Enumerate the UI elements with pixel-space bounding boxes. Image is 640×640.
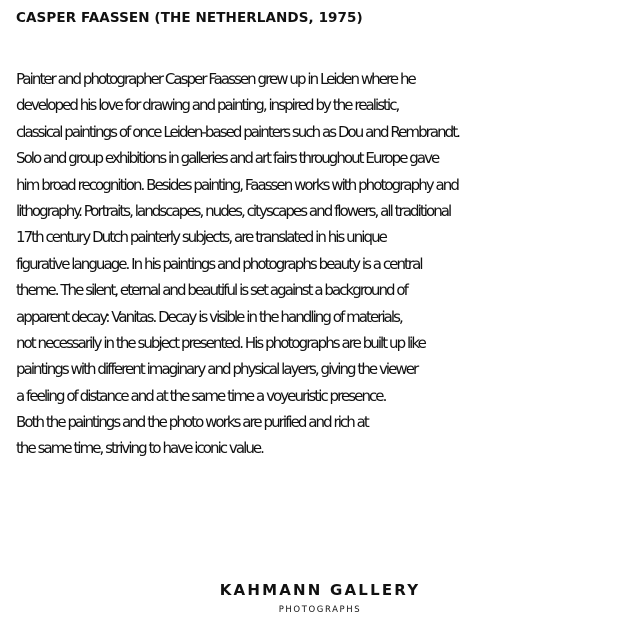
bio-line: not necessarily in the subject presented. His photographs are built up like	[16, 333, 425, 352]
bio-line: figurative language. In his paintings and photographs beauty is a central	[16, 254, 422, 273]
gallery-subtitle: PHOTOGRAPHS	[278, 605, 362, 615]
bio-line: apparent decay: Vanitas. Decay is visible in the handling of materials,	[16, 307, 402, 326]
bio-line: developed his love for drawing and painting, inspired by the realistic,	[16, 96, 399, 115]
bio-line: lithography. Portraits, landscapes, nudes, cityscapes and flowers, all traditional	[16, 201, 451, 220]
bio-line: the same time, striving to have iconic value.	[16, 439, 263, 458]
gallery-name: KAHMANN GALLERY	[219, 581, 421, 599]
bio-line: theme. The silent, eternal and beautiful is set against a background of	[16, 281, 407, 300]
page-title: CASPER FAASSEN (THE NETHERLANDS, 1975)	[16, 10, 363, 26]
bio-line: Solo and group exhibitions in galleries and art fairs throughout Europe gave	[16, 149, 439, 168]
artist-biography	[16, 66, 636, 462]
bio-line: a feeling of distance and at the same time a voyeuristic presence.	[16, 386, 386, 405]
bio-line: Painter and photographer Casper Faassen grew up in Leiden where he	[16, 70, 415, 88]
gallery-logo	[0, 580, 640, 616]
bio-line: 17th century Dutch painterly subjects, are translated in his unique	[16, 228, 386, 247]
bio-line: classical paintings of once Leiden-based painters such as Dou and Rembrandt.	[16, 122, 459, 141]
bio-line: him broad recognition. Besides painting, Faassen works with photography and	[16, 175, 458, 194]
bio-line: Both the paintings and the photo works are purified and rich at	[16, 413, 368, 432]
bio-line: paintings with different imaginary and physical layers, giving the viewer	[16, 360, 418, 379]
